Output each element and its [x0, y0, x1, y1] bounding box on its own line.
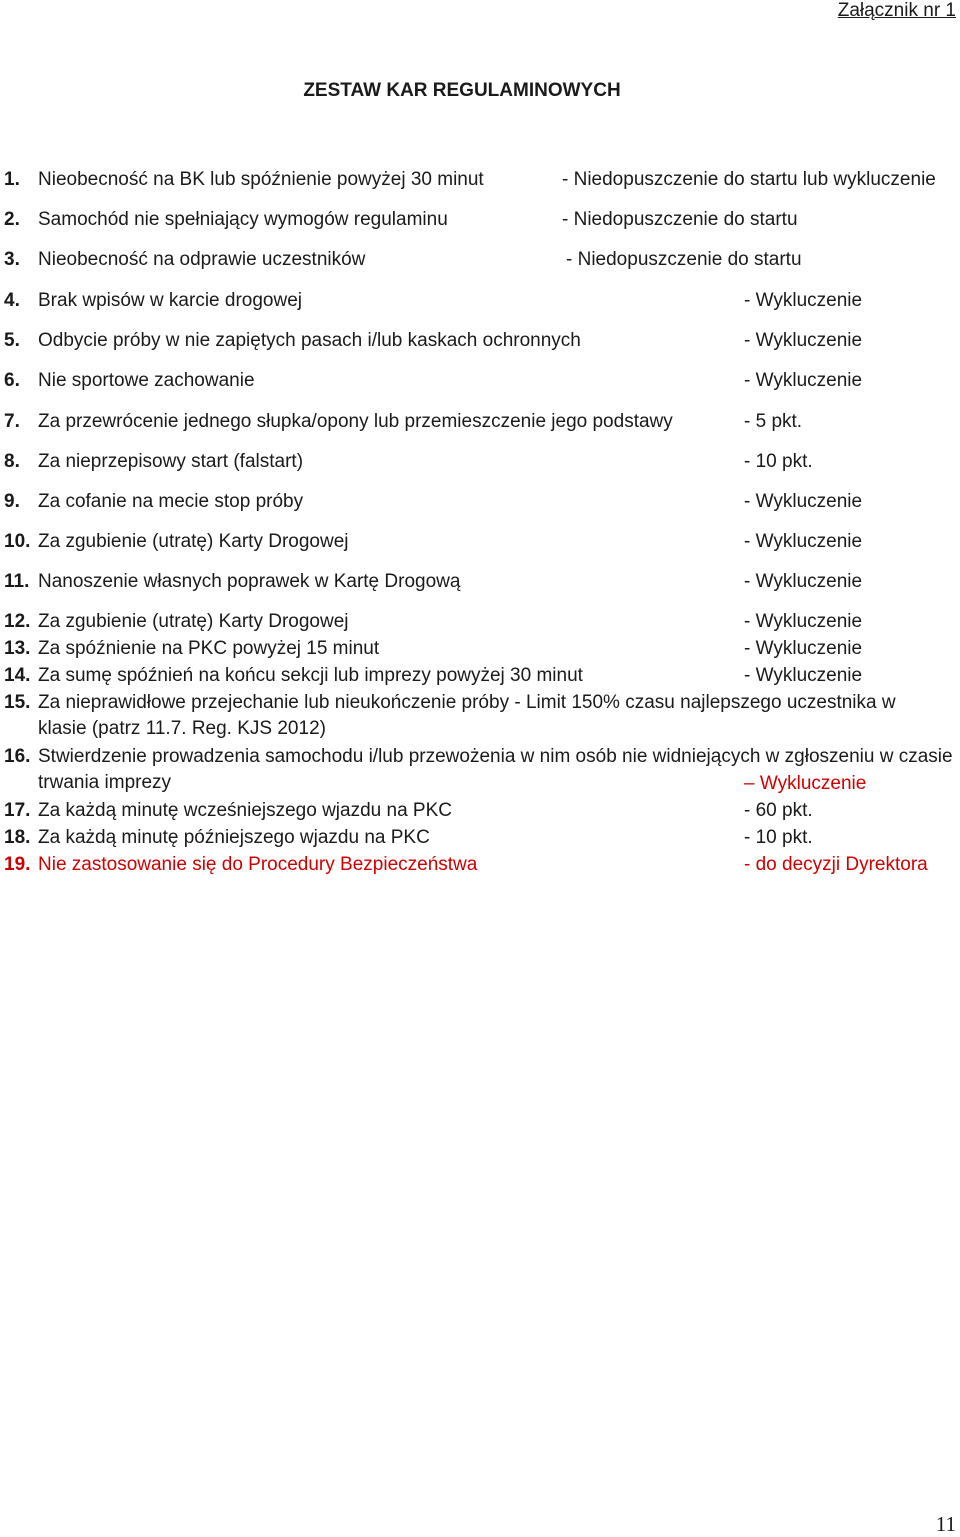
item-penalty: - 10 pkt.: [744, 451, 813, 472]
item-number: 1.: [4, 169, 20, 190]
item-description: Za zgubienie (utratę) Karty Drogowej: [38, 611, 349, 632]
item-penalty: - 60 pkt.: [744, 800, 813, 821]
item-description: Odbycie próby w nie zapiętych pasach i/lub kaskach ochronnych: [38, 330, 581, 351]
item-number: 7.: [4, 411, 20, 432]
item-description: Nieobecność na odprawie uczestników: [38, 249, 366, 270]
item-number: 10.: [4, 531, 31, 552]
item-penalty: - Wykluczenie: [744, 370, 863, 391]
item-number: 18.: [4, 827, 31, 848]
item-number: 6.: [4, 370, 20, 391]
item-description: Za przewrócenie jednego słupka/opony lub przemieszczenie jego podstawy: [38, 411, 673, 432]
item-description: Za zgubienie (utratę) Karty Drogowej: [38, 531, 349, 552]
item-penalty: - Wykluczenie: [744, 330, 863, 351]
item-description: Za każdą minutę wcześniejszego wjazdu na PKC: [38, 800, 452, 821]
item-number: 4.: [4, 290, 20, 311]
item-penalty: - 5 pkt.: [744, 411, 803, 432]
item-description: Za nieprzepisowy start (falstart): [38, 451, 304, 472]
item-penalty: - Niedopuszczenie do startu: [566, 249, 802, 270]
item-description: Za nieprawidłowe przejechanie lub nieukończenie próby - Limit 150% czasu najlepszego uczestnika w klasie (patrz 11.7. Reg. KJS 2012): [38, 692, 896, 739]
item-penalty: - Wykluczenie: [744, 531, 863, 552]
item-description: Samochód nie spełniający wymogów regulaminu: [38, 209, 448, 230]
item-penalty: - Niedopuszczenie do startu lub wykluczenie: [562, 169, 936, 190]
item-number: 16.: [4, 746, 31, 767]
item-number: 11.: [4, 571, 30, 592]
item-description: Za spóźnienie na PKC powyżej 15 minut: [38, 638, 380, 659]
item-number: 5.: [4, 330, 20, 351]
item-number: 13.: [4, 638, 31, 659]
item-number: 15.: [4, 692, 31, 713]
item-number: 2.: [4, 209, 20, 230]
item-description: Stwierdzenie prowadzenia samochodu i/lub przewożenia w nim osób nie widniejących w zgłoszeniu w czasie trwania imprezy: [38, 746, 953, 793]
item-penalty: - Wykluczenie: [744, 290, 863, 311]
item-number: 19.: [4, 854, 31, 875]
item-penalty: - Wykluczenie: [744, 491, 863, 512]
item-number: 9.: [4, 491, 20, 512]
item-penalty: - Wykluczenie: [744, 611, 863, 632]
item-penalty: - Niedopuszczenie do startu: [562, 209, 798, 230]
item-description: Za każdą minutę późniejszego wjazdu na PKC: [38, 827, 430, 848]
item-number: 12.: [4, 611, 31, 632]
item-penalty: - Wykluczenie: [744, 571, 863, 592]
item-penalty: - do decyzji Dyrektora: [744, 854, 928, 875]
item-penalty: - Wykluczenie: [744, 665, 863, 686]
item-penalty: - 10 pkt.: [744, 827, 813, 848]
item-description: Za sumę spóźnień na końcu sekcji lub imprezy powyżej 30 minut: [38, 665, 583, 686]
item-number: 8.: [4, 451, 20, 472]
item-number: 3.: [4, 249, 20, 270]
item-description: Nie sportowe zachowanie: [38, 370, 255, 391]
item-description: Brak wpisów w karcie drogowej: [38, 290, 302, 311]
item-penalty: – Wykluczenie: [744, 773, 867, 794]
item-number: 17.: [4, 800, 31, 821]
document-title: ZESTAW KAR REGULAMINOWYCH: [303, 80, 621, 101]
item-number: 14.: [4, 665, 31, 686]
item-description: Za cofanie na mecie stop próby: [38, 491, 304, 512]
item-description: Nie zastosowanie się do Procedury Bezpieczeństwa: [38, 854, 478, 875]
item-description: Nieobecność na BK lub spóźnienie powyżej 30 minut: [38, 169, 484, 190]
page-number: 11: [935, 1512, 956, 1536]
item-penalty: - Wykluczenie: [744, 638, 863, 659]
attachment-label: Załącznik nr 1: [837, 0, 956, 21]
item-description: Nanoszenie własnych poprawek w Kartę Drogową: [38, 571, 461, 592]
